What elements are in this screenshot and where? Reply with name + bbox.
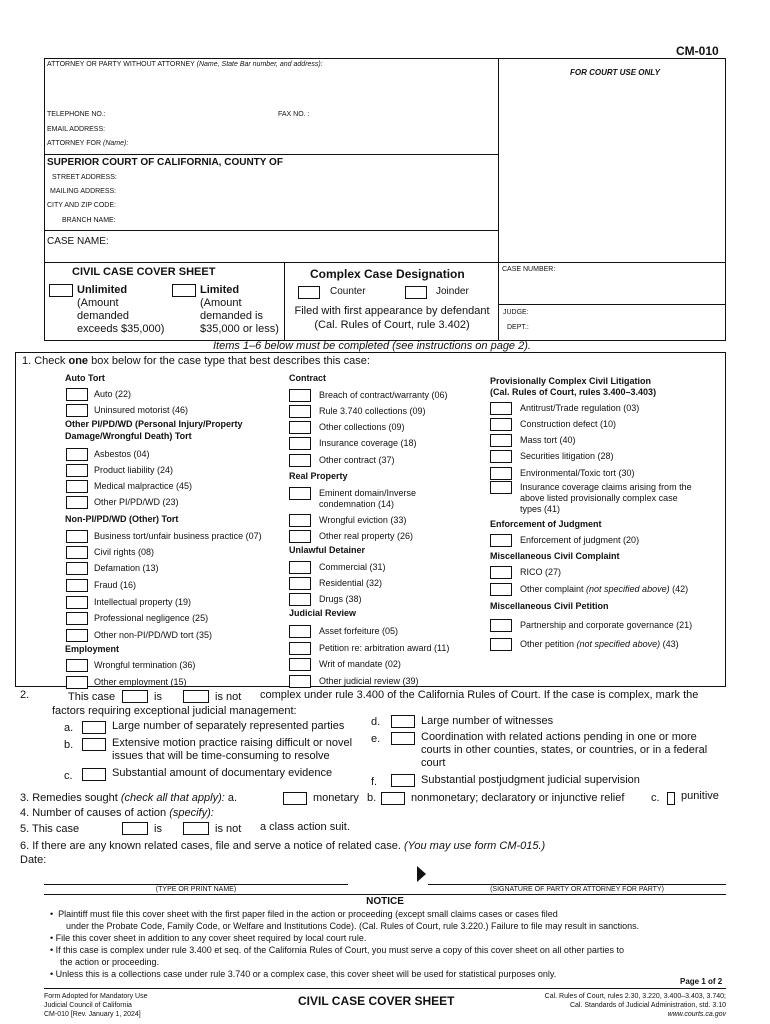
factor-c-letter: c.	[64, 770, 73, 782]
factor-b-checkbox[interactable]	[82, 738, 106, 751]
judge-rule	[498, 304, 726, 305]
case-type-checkbox[interactable]	[66, 579, 88, 592]
case-type-label: Insurance coverage claims arising from the above listed provisionally complex case types (41)	[520, 482, 692, 514]
mailing-label: MAILING ADDRESS:	[50, 188, 117, 195]
item5-text: 5. This case	[20, 823, 80, 835]
footer-title: CIVIL CASE COVER SHEET	[298, 994, 455, 1008]
factor-c-text: Substantial amount of documentary evidence	[112, 767, 333, 779]
case-type-label: Environmental/Toxic tort (30)	[520, 468, 635, 478]
case-type-checkbox[interactable]	[490, 619, 512, 632]
case-type-label: Product liability (24)	[94, 465, 174, 475]
case-type-checkbox[interactable]	[490, 450, 512, 463]
section-heading: Other PI/PD/WD (Personal Injury/Property	[65, 419, 243, 429]
case-type-label: Writ of mandate (02)	[319, 659, 401, 669]
factor-d-checkbox[interactable]	[391, 715, 415, 728]
case-type-label: Commercial (31)	[319, 562, 386, 572]
factor-e-text: Coordination with related actions pending in one or more courts in other counties, states, or countries, or in a federal court	[421, 731, 708, 769]
case-type-checkbox[interactable]	[490, 566, 512, 579]
attorney-label: ATTORNEY OR PARTY WITHOUT ATTORNEY (Name, State Bar number, and address):	[47, 61, 323, 68]
case-name-label: CASE NAME:	[47, 236, 109, 247]
dept-label: DEPT.:	[507, 324, 529, 331]
factor-d-text: Large number of witnesses	[421, 715, 554, 727]
case-type-checkbox[interactable]	[289, 514, 311, 527]
case-type-label: Uninsured motorist (46)	[94, 405, 189, 415]
factor-d-letter: d.	[371, 716, 381, 728]
case-type-label: Partnership and corporate governance (21)	[520, 620, 693, 630]
item2-is: is	[154, 691, 162, 703]
cover-title: CIVIL CASE COVER SHEET	[72, 266, 216, 278]
section-heading: Unlawful Detainer	[289, 545, 366, 555]
monetary-checkbox[interactable]	[283, 792, 307, 805]
limited-sub: (Amount demanded is $35,000 or less)	[200, 297, 279, 335]
case-type-label: Drugs (38)	[319, 594, 362, 604]
item4-text: 4. Number of causes of action (specify):	[20, 807, 214, 819]
page-number: Page 1 of 2	[680, 977, 723, 986]
case-type-checkbox[interactable]	[66, 596, 88, 609]
factor-a-letter: a.	[64, 722, 74, 734]
case-type-label: Business tort/unfair business practice (07)	[94, 531, 262, 541]
case-type-checkbox[interactable]	[66, 496, 88, 509]
attorney-for-label: ATTORNEY FOR (Name):	[47, 140, 129, 147]
factor-b-letter: b.	[64, 739, 74, 751]
case-type-label: Other PI/PD/WD (23)	[94, 497, 179, 507]
case-type-label: Other judicial review (39)	[319, 676, 419, 686]
counter-checkbox[interactable]	[298, 286, 320, 299]
case-type-label: Construction defect (10)	[520, 419, 617, 429]
item5-is: is	[154, 823, 162, 835]
case-type-label: Defamation (13)	[94, 563, 159, 573]
joinder-checkbox[interactable]	[405, 286, 427, 299]
factor-f-letter: f.	[371, 776, 378, 788]
case-type-checkbox[interactable]	[490, 534, 512, 547]
name-caption: (TYPE OR PRINT NAME)	[155, 886, 237, 893]
punitive-label: punitive	[681, 790, 719, 802]
case-type-checkbox[interactable]	[490, 583, 512, 596]
monetary-label: monetary	[313, 792, 359, 804]
section-heading: Judicial Review	[289, 608, 357, 618]
email-label: EMAIL ADDRESS:	[47, 126, 106, 133]
items-rule-bottom	[15, 352, 726, 353]
case-type-checkbox[interactable]	[490, 638, 512, 651]
case-type-label: Rule 3.740 collections (09)	[319, 406, 426, 416]
case-type-checkbox[interactable]	[490, 402, 512, 415]
date-label: Date:	[20, 854, 47, 866]
city-label: CITY AND ZIP CODE:	[47, 202, 116, 209]
case-type-checkbox[interactable]	[289, 454, 311, 467]
item3-c: c.	[651, 792, 660, 804]
limited-label: Limited	[200, 284, 240, 296]
case-type-label: Other non-PI/PD/WD tort (35)	[94, 630, 213, 640]
street-label: STREET ADDRESS:	[52, 174, 117, 181]
case-type-label: Other contract (37)	[319, 455, 395, 465]
case-type-checkbox[interactable]	[289, 530, 311, 543]
case-name-rule	[44, 230, 498, 231]
case-type-checkbox[interactable]	[490, 434, 512, 447]
case-type-label: Other petition (not specified above) (43)	[520, 639, 679, 649]
name-line[interactable]	[44, 884, 348, 885]
footer-left: Form Adopted for Mandatory Use Judicial Council of California CM-010 [Rev. January 1, 2024]	[44, 993, 148, 1018]
case-type-checkbox[interactable]	[289, 593, 311, 606]
case-type-checkbox[interactable]	[289, 405, 311, 418]
unlimited-checkbox[interactable]	[49, 284, 73, 297]
footer-rule	[44, 988, 726, 989]
item1-left-rule	[15, 352, 16, 686]
case-type-checkbox[interactable]	[66, 404, 88, 417]
items-note: Items 1–6 below must be completed (see instructions on page 2).	[213, 340, 531, 352]
item2-rest: complex under rule 3.400 of the California Rules of Court. If the case is complex, mark the	[260, 689, 699, 701]
case-type-checkbox[interactable]	[289, 658, 311, 671]
case-type-label: Enforcement of judgment (20)	[520, 535, 640, 545]
case-type-checkbox[interactable]	[289, 577, 311, 590]
item1-instruction: 1. Check one box below for the case type that best describes this case:	[22, 355, 370, 367]
case-type-label: Professional negligence (25)	[94, 613, 209, 623]
case-type-checkbox[interactable]	[289, 421, 311, 434]
case-type-checkbox[interactable]	[66, 530, 88, 543]
joinder-label: Joinder	[436, 286, 469, 297]
case-type-label: Insurance coverage (18)	[319, 438, 417, 448]
case-type-label: Antitrust/Trade regulation (03)	[520, 403, 640, 413]
section-heading: Auto Tort	[65, 373, 105, 383]
case-type-checkbox[interactable]	[289, 561, 311, 574]
header-left-rule	[44, 58, 45, 340]
case-type-checkbox[interactable]	[66, 546, 88, 559]
section-heading: Non-PI/PD/WD (Other) Tort	[65, 514, 179, 524]
footer-right: Cal. Rules of Court, rules 2.30, 3.220, 3.400–3.403, 3.740; Cal. Standards of Judicial Administration, std. 3.10 www.courts.ca.gov	[544, 993, 726, 1018]
case-type-label: Intellectual property (19)	[94, 597, 192, 607]
case-type-label: Residential (32)	[319, 578, 383, 588]
court-use-label: FOR COURT USE ONLY	[570, 68, 660, 77]
factor-f-checkbox[interactable]	[391, 774, 415, 787]
case-type-checkbox[interactable]	[289, 437, 311, 450]
section-heading: (Cal. Rules of Court, rules 3.400–3.403)	[490, 387, 657, 397]
complex-title: Complex Case Designation	[310, 267, 465, 281]
notice-top-rule	[44, 894, 726, 895]
case-type-checkbox[interactable]	[289, 675, 311, 688]
item5-rest: a class action suit.	[260, 821, 350, 833]
header-divider	[498, 58, 499, 340]
case-type-label: Other real property (26)	[319, 531, 414, 541]
factor-b-text: Extensive motion practice raising difficult or novel issues that will be time-consuming to resolve	[112, 737, 353, 762]
case-type-checkbox[interactable]	[66, 629, 88, 642]
case-type-checkbox[interactable]	[490, 418, 512, 431]
case-type-label: Securities litigation (28)	[520, 451, 614, 461]
nonmonetary-checkbox[interactable]	[381, 792, 405, 805]
case-type-label: Fraud (16)	[94, 580, 137, 590]
item6-text: 6. If there are any known related cases, file and serve a notice of related case. (You may use form CM-015.)	[20, 840, 546, 852]
section-heading: Employment	[65, 644, 120, 654]
case-type-checkbox[interactable]	[289, 642, 311, 655]
case-type-label: Asset forfeiture (05)	[319, 626, 399, 636]
case-type-label: RICO (27)	[520, 567, 562, 577]
punitive-checkbox[interactable]	[667, 792, 675, 805]
unlimited-sub: (Amount demanded exceeds $35,000)	[77, 297, 165, 335]
nonmonetary-label: nonmonetary; declaratory or injunctive relief	[411, 792, 625, 804]
section-heading: Enforcement of Judgment	[490, 519, 602, 529]
factor-e-letter: e.	[371, 733, 381, 745]
case-type-checkbox[interactable]	[66, 562, 88, 575]
case-type-label: Civil rights (08)	[94, 547, 155, 557]
item5-is-not: is not	[215, 823, 242, 835]
case-type-label: Other collections (09)	[319, 422, 405, 432]
case-type-checkbox[interactable]	[66, 676, 88, 689]
case-type-label: Wrongful eviction (33)	[319, 515, 407, 525]
case-type-checkbox[interactable]	[66, 448, 88, 461]
section-heading: Real Property	[289, 471, 348, 481]
signature-caption: (SIGNATURE OF PARTY OR ATTORNEY FOR PARTY)	[490, 886, 664, 893]
item2-this-case: This case	[68, 691, 116, 703]
header-top-rule	[44, 58, 726, 59]
case-type-checkbox[interactable]	[66, 612, 88, 625]
case-type-label: Wrongful termination (36)	[94, 660, 196, 670]
section-heading: Provisionally Complex Civil Litigation	[490, 376, 652, 386]
section-heading: Miscellaneous Civil Petition	[490, 601, 609, 611]
signature-line[interactable]	[428, 884, 726, 885]
filed-note: Filed with first appearance by defendant (Cal. Rules of Court, rule 3.402)	[294, 305, 490, 331]
case-type-label: Breach of contract/warranty (06)	[319, 390, 448, 400]
case-type-label: Medical malpractice (45)	[94, 481, 193, 491]
case-type-label: Petition re: arbitration award (11)	[319, 643, 450, 653]
item5-is-not-checkbox[interactable]	[183, 822, 209, 835]
telephone-label: TELEPHONE NO.:	[47, 111, 106, 118]
factor-e-checkbox[interactable]	[391, 732, 415, 745]
case-type-checkbox[interactable]	[289, 487, 311, 500]
judge-label: JUDGE:	[503, 309, 529, 316]
factor-f-text: Substantial postjudgment judicial supervision	[421, 774, 640, 786]
case-type-label: Auto (22)	[94, 389, 132, 399]
item3-text: 3. Remedies sought (check all that apply): a.	[20, 792, 238, 804]
case-type-checkbox[interactable]	[66, 480, 88, 493]
limited-checkbox[interactable]	[172, 284, 196, 297]
item2-line2: factors requiring exceptional judicial management:	[52, 705, 297, 717]
signature-arrow-icon	[417, 866, 426, 882]
notice-body: • Plaintiff must file this cover sheet with the first paper filed in the action or proceeding (except small claims cases or cases filed under the Probate Code, Family Code, or Welfare and Institutions Code). (Cal. Rules of Court, rule 3.220.) Failure to file may result in sanctions. • File this cover sheet in addition to any cover sheet required by local court rule. • If this case is complex under rule 3.400 et seq. of the California Rules of Court, you must serve a copy of this cover sheet on all other parties to the action or proceeding. • Unless this is a collections case under rule 3.740 or a complex case, this cover sheet will be used for statistical purposes only.	[50, 909, 640, 979]
item5-is-checkbox[interactable]	[122, 822, 148, 835]
case-type-checkbox[interactable]	[66, 388, 88, 401]
section-heading: Contract	[289, 373, 327, 383]
case-type-label: Eminent domain/Inverse condemnation (14)	[319, 488, 417, 509]
counter-label: Counter	[330, 286, 366, 297]
case-number-label: CASE NUMBER:	[502, 266, 556, 273]
item2-is-not: is not	[215, 691, 242, 703]
case-type-label: Mass tort (40)	[520, 435, 576, 445]
cover-divider	[284, 262, 285, 340]
factor-c-checkbox[interactable]	[82, 768, 106, 781]
header-right-rule	[725, 58, 726, 340]
court-rule	[44, 154, 498, 155]
notice-title: NOTICE	[366, 896, 404, 907]
cover-rule	[44, 262, 726, 263]
factor-a-text: Large number of separately represented parties	[112, 720, 345, 732]
court-title: SUPERIOR COURT OF CALIFORNIA, COUNTY OF	[47, 157, 283, 168]
item2-number: 2.	[20, 689, 30, 701]
item2-is-checkbox[interactable]	[122, 690, 148, 703]
form-id: CM-010	[676, 44, 719, 58]
item3-b: b.	[367, 792, 377, 804]
item2-is-not-checkbox[interactable]	[183, 690, 209, 703]
case-type-checkbox[interactable]	[66, 659, 88, 672]
section-heading: Miscellaneous Civil Complaint	[490, 551, 620, 561]
factor-a-checkbox[interactable]	[82, 721, 106, 734]
case-type-checkbox[interactable]	[289, 625, 311, 638]
case-type-label: Other employment (15)	[94, 677, 187, 687]
case-type-checkbox[interactable]	[490, 481, 512, 494]
item1-right-rule	[725, 352, 726, 686]
case-type-checkbox[interactable]	[289, 389, 311, 402]
case-type-label: Asbestos (04)	[94, 449, 150, 459]
section-heading: Damage/Wrongful Death) Tort	[65, 431, 192, 441]
case-type-label: Other complaint (not specified above) (42)	[520, 584, 689, 594]
branch-label: BRANCH NAME:	[62, 217, 116, 224]
unlimited-label: Unlimited	[77, 284, 128, 296]
case-type-checkbox[interactable]	[66, 464, 88, 477]
fax-label: FAX NO. :	[278, 111, 310, 118]
case-type-checkbox[interactable]	[490, 467, 512, 480]
